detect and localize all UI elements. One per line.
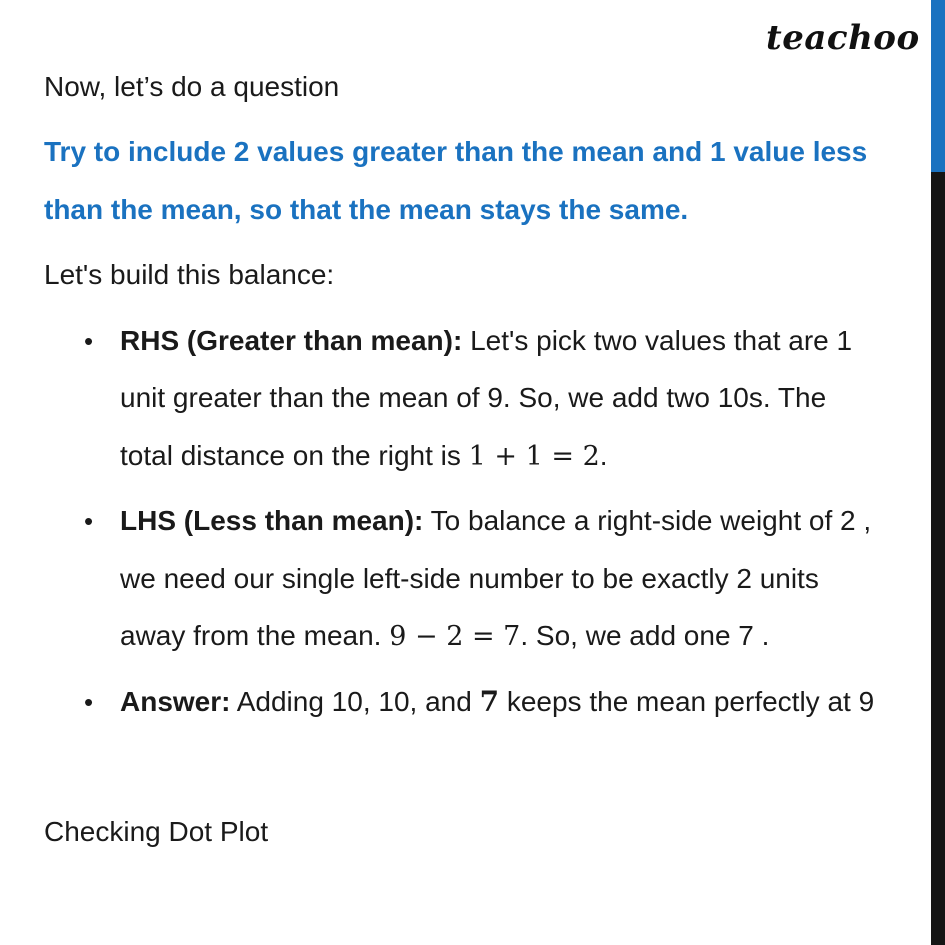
bullet-rhs-text-3: total distance on the right is	[120, 440, 469, 471]
bullet-answer-value: 7	[479, 685, 500, 718]
bullet-rhs-line-1	[120, 324, 852, 358]
bullet-lhs-text-1: To balance a right-side weight of 2 ,	[423, 505, 872, 536]
bullet-lhs-line-2: we need our single left-side number to be exactly 2 units	[120, 563, 819, 594]
teachoo-logo: teachoo	[766, 18, 920, 58]
footer-text: Checking Dot Plot	[44, 816, 269, 847]
bullet-marker-rhs: •	[84, 326, 94, 356]
bullet-rhs-line-2: unit greater than the mean of 9. So, we add two 10s. The	[120, 382, 827, 413]
intro-text: Now, let’s do a question	[44, 71, 340, 102]
bullet-lhs-label: LHS (Less than mean):	[120, 505, 424, 536]
right-edge-bar-accent	[931, 0, 945, 172]
right-edge-bar	[931, 0, 945, 945]
bullet-answer-text-a: Adding 10, 10, and	[230, 686, 480, 717]
question-line-2: than the mean, so that the mean stays the same.	[44, 194, 689, 225]
bullet-lhs-text-3-end: . So, we add one 7 .	[520, 620, 770, 651]
bullet-lhs-line-1	[120, 504, 871, 538]
bullet-answer-label: Answer:	[120, 686, 231, 717]
bullet-lhs-equation: 9 − 2 = 7	[389, 621, 521, 652]
bullet-rhs-line-3	[120, 439, 608, 474]
bullet-answer-text-b: keeps the mean perfectly at 9	[499, 686, 875, 717]
bullet-rhs-label: RHS (Greater than mean):	[120, 325, 463, 356]
bullet-lhs-line-3	[120, 619, 769, 654]
bullet-marker-lhs: •	[84, 506, 94, 536]
bullet-lhs-text-3: away from the mean.	[120, 620, 390, 651]
bullet-rhs-text-1: Let's pick two values that are 1	[462, 325, 853, 356]
build-text: Let's build this balance:	[44, 259, 335, 290]
bullet-rhs-equation: 1 + 1 = 2	[468, 441, 600, 472]
bullet-marker-answer: •	[84, 687, 94, 717]
question-line-1: Try to include 2 values greater than the mean and 1 value less	[44, 136, 868, 167]
bullet-answer-line	[120, 685, 874, 719]
bullet-rhs-text-3-end: .	[599, 440, 608, 471]
